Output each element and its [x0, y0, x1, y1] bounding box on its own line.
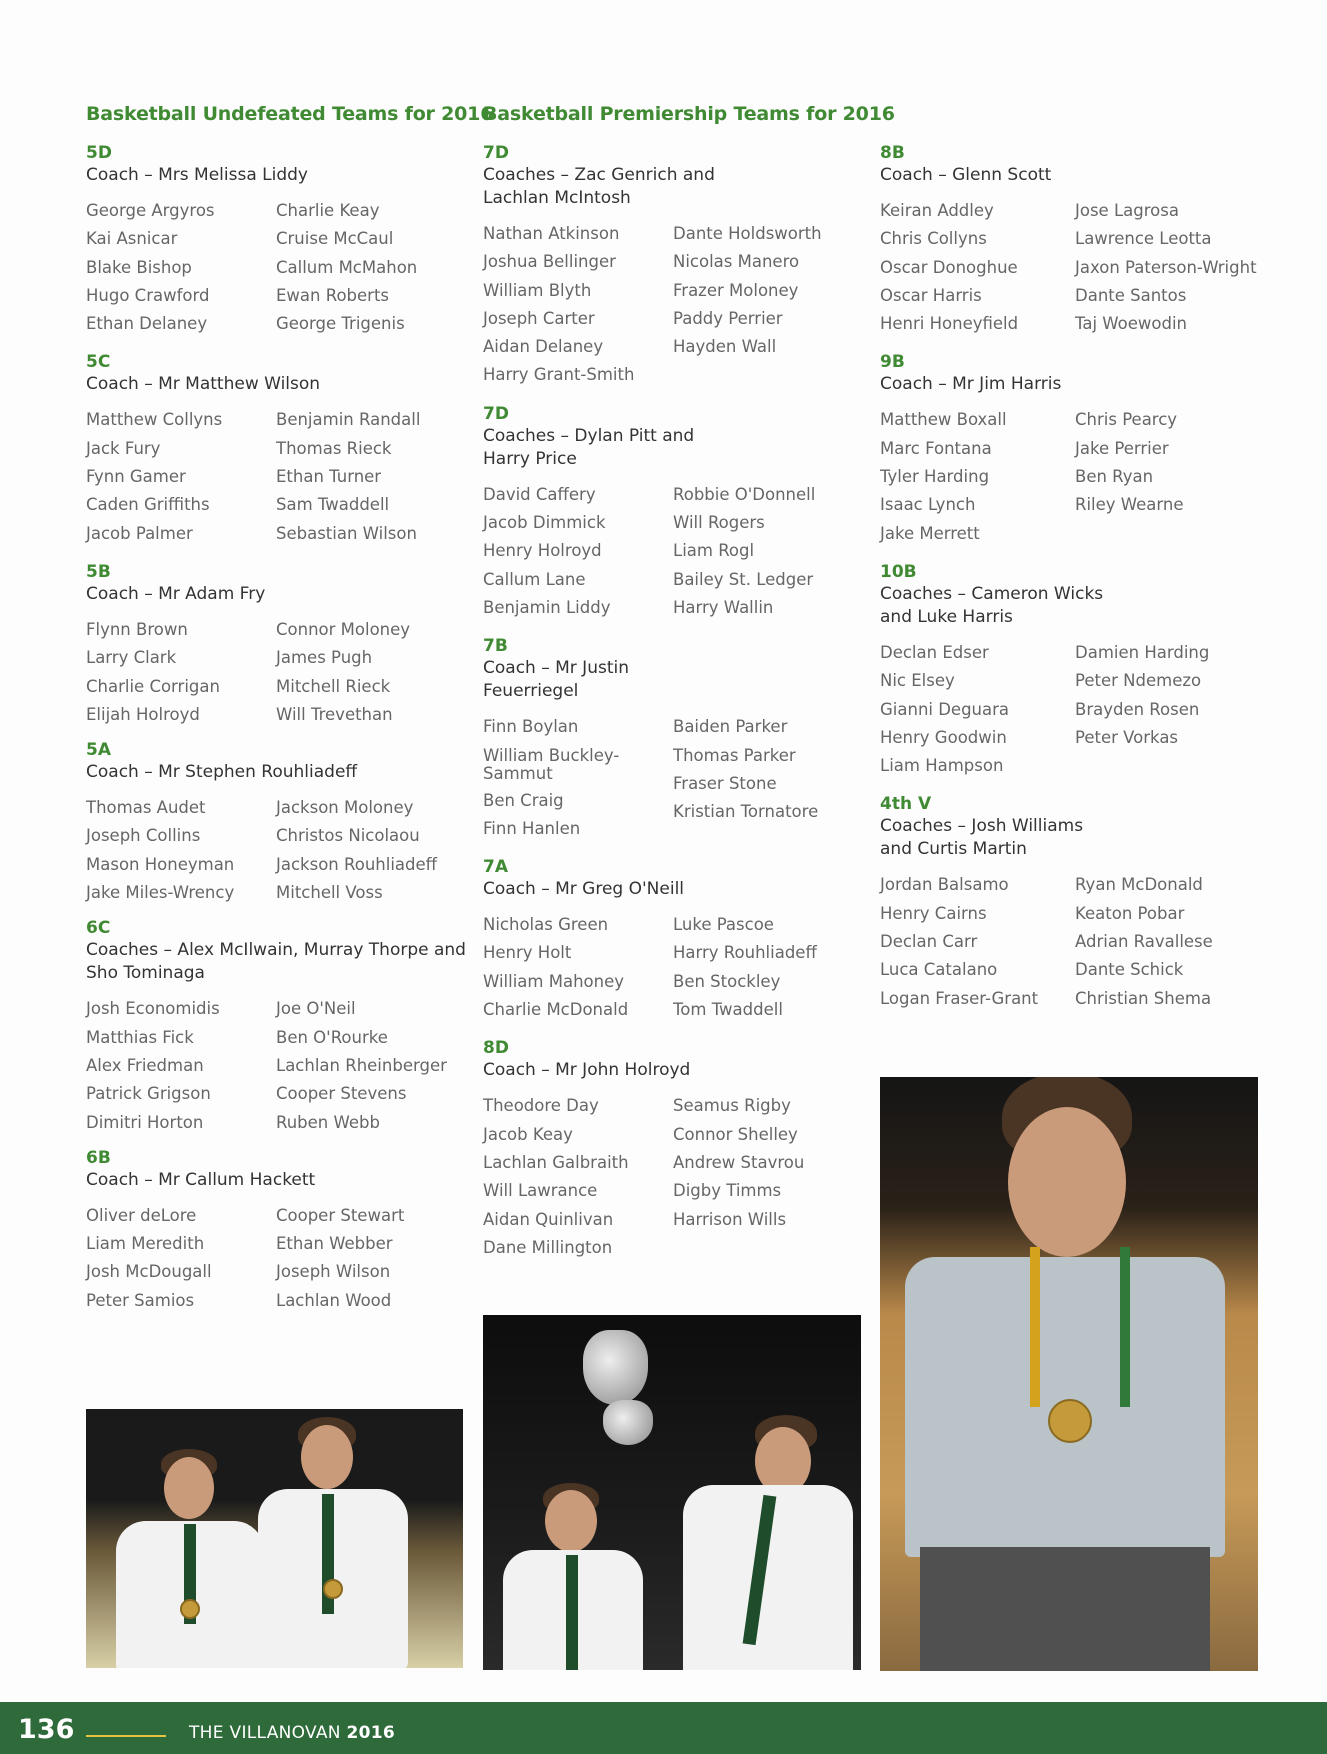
player-name: Joseph Carter	[483, 308, 595, 328]
player-name: Dante Santos	[1075, 285, 1187, 305]
player-name: Nicholas Green	[483, 915, 609, 935]
player-name: Jake Miles-Wrency	[86, 883, 235, 903]
team-coach: Coach – Mrs Melissa Liddy	[86, 165, 308, 185]
player-name: Larry Clark	[86, 648, 177, 668]
player-name: Jake Merrett	[880, 523, 980, 543]
team-block	[880, 561, 1270, 780]
player-name: Jose Lagrosa	[1075, 201, 1179, 220]
team-coach: Coach – Mr Callum Hackett	[86, 1169, 316, 1190]
player-name: Cruise McCaul	[276, 229, 394, 249]
player-name: Declan Edser	[880, 642, 989, 662]
player-column-left	[483, 911, 673, 1024]
player-name: Joseph Wilson	[276, 1262, 391, 1282]
team-code: 7D	[483, 143, 509, 163]
player-name: Peter Vorkas	[1075, 727, 1179, 747]
player-list	[880, 639, 1270, 780]
player-name: Elijah Holroyd	[86, 704, 200, 724]
player-name: Liam Meredith	[86, 1234, 205, 1254]
player-name: David Caffery	[483, 484, 596, 504]
team-coach: Coach – Mr Justin Feuerriegel	[483, 658, 629, 702]
player-name: Ethan Turner	[276, 467, 382, 487]
player-name: Josh Economidis	[86, 999, 220, 1019]
player-name: Sam Twaddell	[276, 495, 390, 515]
player-name: Harry Wallin	[673, 597, 774, 617]
player-name: Adrian Ravallese	[1075, 932, 1213, 952]
player-name: Brayden Rosen	[1075, 699, 1200, 719]
player-column-right	[276, 616, 466, 729]
team-coach: Coach – Glenn Scott	[880, 165, 1052, 185]
column-undefeated	[86, 102, 466, 1315]
photo-two-players-medals	[86, 1409, 463, 1668]
player-name: Kai Asnicar	[86, 229, 178, 249]
player-name: Mitchell Voss	[276, 883, 383, 903]
player-column-left	[86, 995, 276, 1136]
player-name: Frazer Moloney	[673, 280, 799, 300]
player-name: Dimitri Horton	[86, 1112, 204, 1132]
player-name: Lachlan Rheinberger	[276, 1055, 447, 1075]
player-name: Jackson Rouhliadeff	[276, 854, 438, 874]
player-name: Thomas Rieck	[276, 438, 392, 458]
player-name: Mason Honeyman	[86, 854, 235, 874]
player-name: Nic Elsey	[880, 671, 955, 691]
player-name: Lachlan Galbraith	[483, 1152, 629, 1172]
player-name: Thomas Audet	[86, 798, 206, 818]
player-name: Andrew Stavrou	[673, 1152, 805, 1172]
player-list	[86, 616, 466, 729]
player-name: Oscar Donoghue	[880, 257, 1018, 277]
player-column-right	[673, 911, 863, 1024]
player-name: Gianni Deguara	[880, 699, 1010, 719]
player-name: Chris Collyns	[880, 229, 987, 249]
player-name: Matthew Collyns	[86, 410, 223, 430]
team-coach: Coaches – Josh Williams and Curtis Martin	[880, 816, 1084, 860]
team-block	[880, 793, 1270, 1012]
player-name: Thomas Parker	[673, 745, 796, 765]
player-name: Bailey St. Ledger	[673, 569, 814, 589]
player-name: Nicolas Manero	[673, 252, 800, 272]
team-block	[483, 856, 863, 1024]
player-name: Kristian Tornatore	[673, 802, 819, 822]
team-block	[483, 142, 863, 390]
player-column-right	[673, 481, 863, 622]
player-name: Matthias Fick	[86, 1027, 194, 1047]
team-code: 5C	[86, 352, 111, 373]
player-name: Jackson Moloney	[276, 798, 414, 818]
player-name: Cooper Stewart	[276, 1205, 405, 1225]
player-name: Jacob Dimmick	[483, 513, 606, 533]
player-name: Jaxon Paterson-Wright	[1075, 257, 1257, 277]
photo-trophy-celebration	[483, 1315, 861, 1670]
player-name: Marc Fontana	[880, 438, 992, 458]
player-name: William Blyth	[483, 280, 592, 300]
team-block	[86, 142, 466, 338]
team-code: 6B	[86, 1147, 111, 1168]
team-code: 7B	[483, 636, 508, 657]
player-name: Dante Holdsworth	[673, 224, 822, 243]
player-column-right	[1075, 871, 1270, 1012]
player-name: Harrison Wills	[673, 1209, 787, 1229]
player-name: Connor Moloney	[276, 619, 411, 639]
player-column-left	[483, 1092, 673, 1262]
player-name: Matthew Boxall	[880, 410, 1007, 430]
player-name: Paddy Perrier	[673, 308, 783, 328]
player-column-left	[880, 639, 1075, 780]
player-column-left	[880, 197, 1075, 338]
player-name: Tom Twaddell	[673, 1000, 783, 1020]
player-name: Keiran Addley	[880, 201, 994, 220]
team-code: 4th V	[880, 794, 932, 815]
player-column-right	[673, 713, 863, 843]
player-name: Will Rogers	[673, 513, 765, 533]
player-column-left	[86, 197, 276, 338]
team-code: 9B	[880, 352, 905, 373]
player-list	[483, 220, 863, 390]
player-name: Ben Stockley	[673, 971, 781, 991]
player-name: Peter Samios	[86, 1290, 195, 1310]
team-code: 5D	[86, 143, 112, 163]
player-name: Tyler Harding	[880, 467, 990, 487]
team-coach: Coach – Mr Matthew Wilson	[86, 374, 321, 395]
player-name: Aidan Delaney	[483, 337, 604, 357]
team-code: 8D	[483, 1038, 509, 1059]
player-column-right	[1075, 197, 1270, 338]
player-name: Dane Millington	[483, 1237, 613, 1257]
player-name: Fraser Stone	[673, 773, 777, 793]
player-name: Ethan Webber	[276, 1234, 393, 1254]
player-name: Charlie Keay	[276, 201, 380, 220]
player-name: Chris Pearcy	[1075, 410, 1178, 430]
team-code: 6C	[86, 918, 111, 939]
footer-divider	[86, 1735, 166, 1737]
player-name: Luca Catalano	[880, 960, 998, 980]
player-name: Ryan McDonald	[1075, 875, 1203, 895]
player-name: Sebastian Wilson	[276, 523, 417, 543]
player-name: Alex Friedman	[86, 1055, 204, 1075]
player-name: Henry Cairns	[880, 903, 987, 923]
player-name: Caden Griffiths	[86, 495, 210, 515]
player-column-left	[483, 481, 673, 622]
player-column-right	[276, 995, 466, 1136]
player-name: George Trigenis	[276, 314, 405, 334]
player-name: Damien Harding	[1075, 642, 1210, 662]
team-coach: Coaches – Alex McIlwain, Murray Thorpe and Sho Tominaga	[86, 940, 466, 984]
team-coach: Coaches – Zac Genrich and Lachlan McIntosh	[483, 165, 715, 208]
photo-player-with-medal	[880, 1077, 1258, 1671]
player-name: Dante Schick	[1075, 960, 1184, 980]
player-name: Finn Hanlen	[483, 818, 581, 838]
player-name: Harry Grant-Smith	[483, 365, 635, 385]
team-block	[86, 351, 466, 547]
player-name: Lawrence Leotta	[1075, 229, 1212, 249]
publication-year: 2016	[346, 1723, 396, 1743]
team-code: 7D	[483, 403, 509, 424]
player-column-left	[880, 871, 1075, 1012]
player-name: Callum Lane	[483, 569, 586, 589]
player-list	[86, 1202, 466, 1315]
player-name: Logan Fraser-Grant	[880, 988, 1039, 1008]
player-list	[86, 794, 466, 907]
undefeated-heading: Basketball Undefeated Teams for 2016	[86, 103, 494, 125]
team-coach: Coach – Mr Adam Fry	[86, 583, 266, 604]
player-list	[483, 1092, 863, 1262]
team-coach: Coach – Mr Stephen Rouhliadeff	[86, 762, 358, 783]
player-name: Nathan Atkinson	[483, 224, 620, 243]
player-name: Ewan Roberts	[276, 285, 390, 305]
team-block	[86, 1147, 466, 1315]
player-name: Joe O'Neil	[276, 999, 356, 1019]
player-name: Jacob Palmer	[86, 523, 193, 543]
player-name: Christos Nicolaou	[276, 826, 420, 846]
column-premiership-continued	[880, 102, 1270, 1013]
player-name: Charlie Corrigan	[86, 676, 220, 696]
team-block	[483, 635, 863, 843]
player-name: Connor Shelley	[673, 1124, 798, 1144]
player-name: Seamus Rigby	[673, 1096, 791, 1116]
player-name: Henry Holroyd	[483, 541, 602, 561]
player-name: James Pugh	[276, 648, 373, 668]
player-name: Fynn Gamer	[86, 467, 186, 487]
premiership-heading: Basketball Premiership Teams for 2016	[483, 103, 895, 125]
player-name: Finn Boylan	[483, 717, 579, 737]
player-name: Digby Timms	[673, 1181, 782, 1201]
player-name: Oscar Harris	[880, 285, 982, 305]
player-column-right	[276, 1202, 466, 1315]
player-name: Peter Ndemezo	[1075, 671, 1202, 691]
team-coach: Coaches – Cameron Wicks and Luke Harris	[880, 583, 1104, 627]
player-column-right	[673, 220, 863, 390]
team-coach: Coaches – Dylan Pitt and Harry Price	[483, 425, 695, 469]
player-name: Luke Pascoe	[673, 915, 774, 935]
player-list	[880, 197, 1270, 338]
team-block	[483, 1037, 863, 1262]
player-name: Joshua Bellinger	[483, 252, 616, 272]
player-name: Ethan Delaney	[86, 314, 208, 334]
player-column-right	[276, 794, 466, 907]
team-coach: Coach – Mr John Holroyd	[483, 1060, 691, 1081]
team-block	[483, 403, 863, 622]
player-list	[483, 481, 863, 622]
player-name: Jack Fury	[86, 438, 161, 458]
player-name: Isaac Lynch	[880, 495, 976, 515]
player-column-left	[880, 406, 1075, 547]
player-name: Will Trevethan	[276, 704, 393, 724]
team-code: 7A	[483, 857, 508, 878]
player-name: Benjamin Liddy	[483, 597, 611, 617]
player-name: Will Lawrance	[483, 1181, 598, 1201]
column-premiership	[483, 102, 863, 1262]
player-column-right	[1075, 406, 1270, 547]
player-name: Ben Craig	[483, 790, 564, 810]
player-name: William Mahoney	[483, 971, 624, 991]
team-block	[880, 351, 1270, 547]
team-coach: Coach – Mr Greg O'Neill	[483, 879, 685, 900]
player-name: Riley Wearne	[1075, 495, 1184, 515]
player-column-left	[483, 220, 673, 390]
player-column-left	[86, 406, 276, 547]
player-name: Mitchell Rieck	[276, 676, 391, 696]
footer-publication	[189, 1723, 395, 1743]
player-name: Lachlan Wood	[276, 1290, 392, 1310]
player-name: Oliver deLore	[86, 1205, 197, 1225]
player-name: Aidan Quinlivan	[483, 1209, 614, 1229]
player-name: Declan Carr	[880, 932, 978, 952]
player-name: Charlie McDonald	[483, 1000, 629, 1020]
player-name: Flynn Brown	[86, 619, 188, 639]
player-name: Taj Woewodin	[1075, 314, 1187, 334]
player-name: Christian Shema	[1075, 988, 1212, 1008]
player-list	[86, 197, 466, 338]
player-column-left	[483, 713, 673, 843]
player-name: Keaton Pobar	[1075, 903, 1185, 923]
player-name: Josh McDougall	[86, 1262, 212, 1282]
player-name: Jordan Balsamo	[880, 875, 1009, 895]
team-block	[880, 142, 1270, 338]
player-name: Hugo Crawford	[86, 285, 210, 305]
player-name: Theodore Day	[483, 1096, 599, 1116]
player-name: Harry Rouhliadeff	[673, 943, 817, 963]
player-column-left	[86, 1202, 276, 1315]
player-column-left	[86, 616, 276, 729]
page-number: 136	[18, 1714, 75, 1745]
team-code: 10B	[880, 561, 917, 582]
team-code: 5B	[86, 561, 111, 582]
team-coach: Coach – Mr Jim Harris	[880, 374, 1062, 395]
player-column-right	[673, 1092, 863, 1262]
publication-name: THE VILLANOVAN	[189, 1723, 341, 1743]
team-block	[86, 561, 466, 729]
player-name: Benjamin Randall	[276, 410, 421, 430]
player-name: George Argyros	[86, 201, 215, 220]
player-name: Jacob Keay	[483, 1124, 573, 1144]
player-name: Liam Rogl	[673, 541, 755, 561]
player-column-right	[276, 197, 466, 338]
player-name: Joseph Collins	[86, 826, 201, 846]
player-name: Henri Honeyfield	[880, 314, 1019, 334]
player-name: Callum McMahon	[276, 257, 418, 277]
player-name: Jake Perrier	[1075, 438, 1169, 458]
player-column-right	[1075, 639, 1270, 780]
player-list	[880, 406, 1270, 547]
player-name: Ruben Webb	[276, 1112, 380, 1132]
player-name: Cooper Stevens	[276, 1084, 407, 1104]
player-name: Robbie O'Donnell	[673, 484, 816, 504]
player-name: William Buckley-Sammut	[483, 745, 620, 783]
player-list	[483, 911, 863, 1024]
player-list	[880, 871, 1270, 1012]
team-code: 5A	[86, 740, 111, 761]
team-block	[86, 739, 466, 907]
player-column-left	[86, 794, 276, 907]
player-name: Liam Hampson	[880, 756, 1004, 776]
player-column-right	[276, 406, 466, 547]
player-name: Ben O'Rourke	[276, 1027, 388, 1047]
team-block	[86, 917, 466, 1136]
player-name: Ben Ryan	[1075, 467, 1154, 487]
team-code: 8B	[880, 143, 905, 163]
player-list	[86, 406, 466, 547]
player-list	[483, 713, 863, 843]
player-list	[86, 995, 466, 1136]
player-name: Henry Holt	[483, 943, 572, 963]
player-name: Baiden Parker	[673, 717, 788, 737]
player-name: Blake Bishop	[86, 257, 192, 277]
player-name: Henry Goodwin	[880, 727, 1007, 747]
player-name: Hayden Wall	[673, 337, 777, 357]
player-name: Patrick Grigson	[86, 1084, 211, 1104]
